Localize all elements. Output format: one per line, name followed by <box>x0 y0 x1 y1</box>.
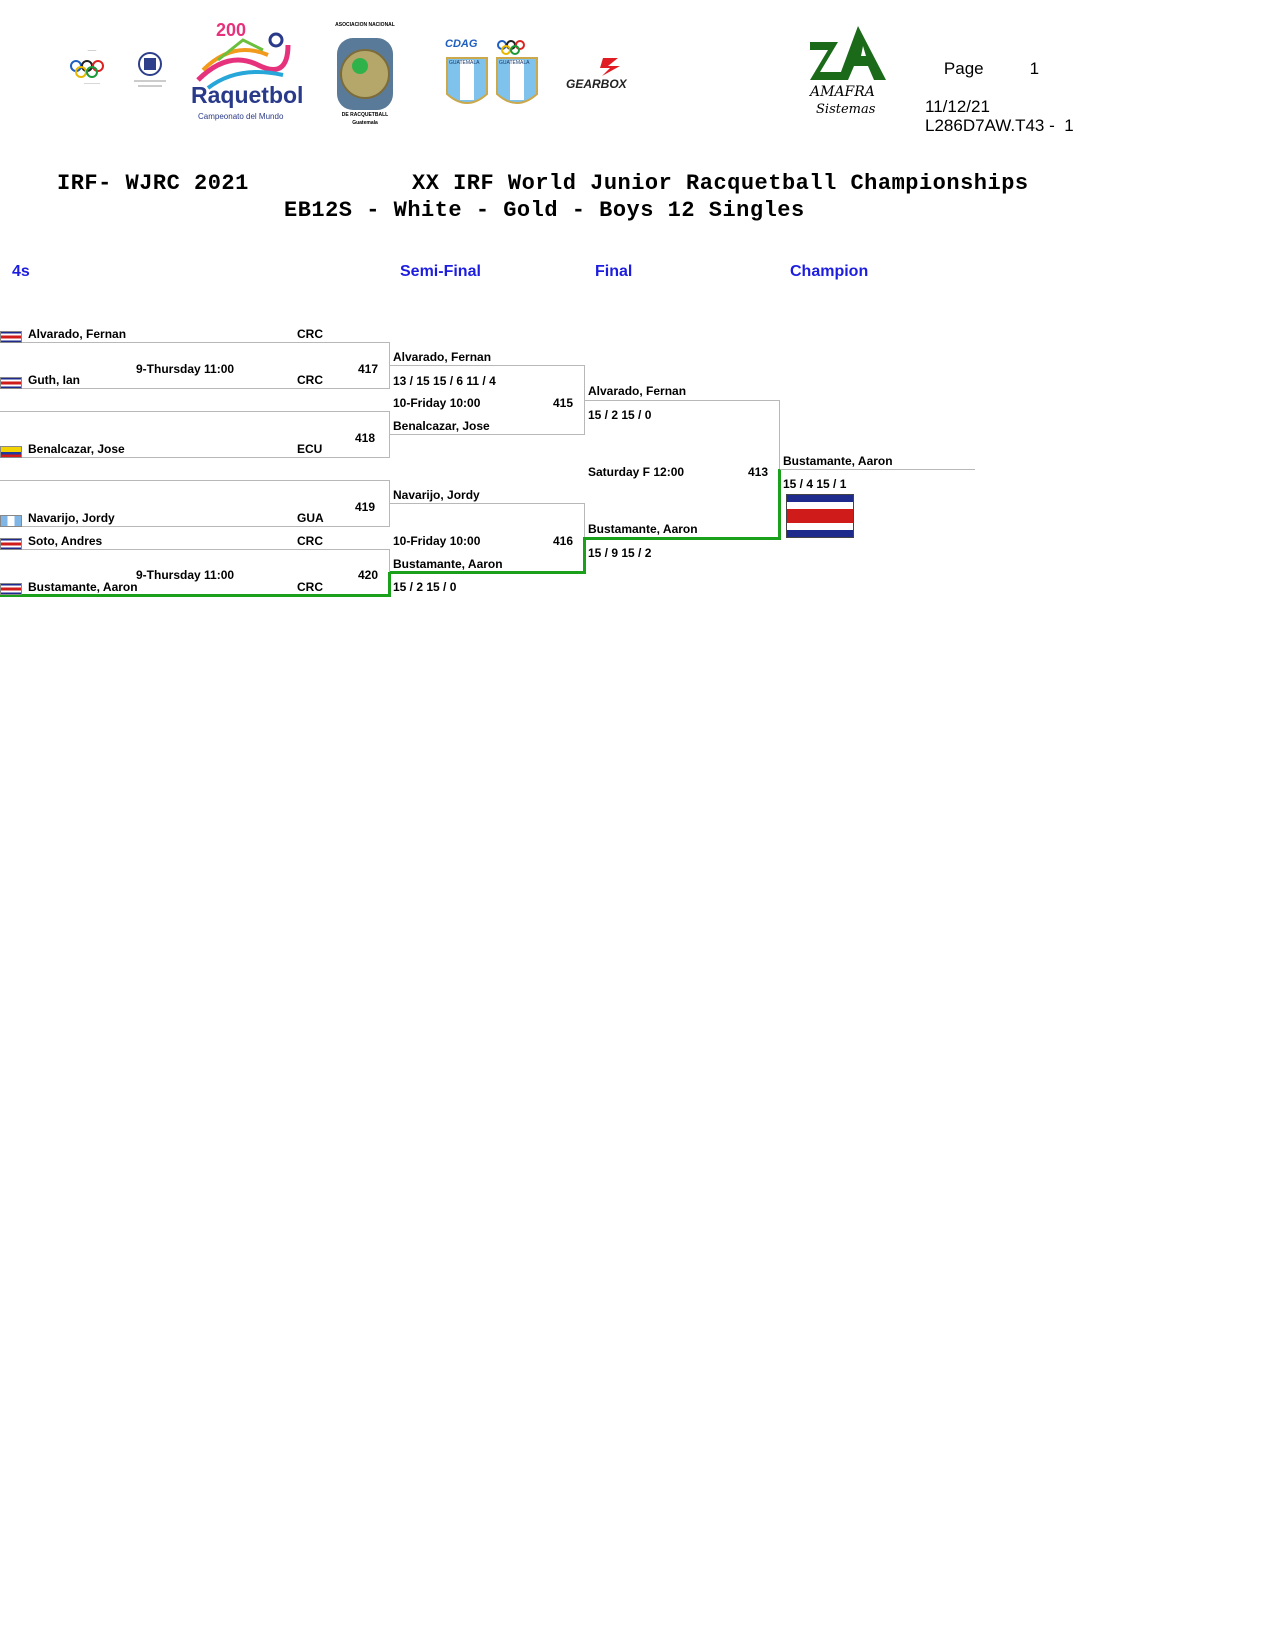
raquetbol-200-logo <box>188 20 304 128</box>
sf-winner-name: Navarijo, Jordy <box>393 488 480 502</box>
raquetbol-200-number: 200 <box>216 20 247 40</box>
qf-match-number: 417 <box>358 362 379 376</box>
bracket-line <box>390 503 585 504</box>
asociacion-bottom-text: DE RACQUETBALL <box>341 112 389 118</box>
flag-crc-icon <box>0 538 22 550</box>
final-top-score: 15 / 2 15 / 0 <box>588 408 652 422</box>
raquetbol-title: Raquetbol <box>191 82 304 108</box>
cdag-text: CDAG <box>445 38 478 50</box>
bracket-line <box>0 526 390 527</box>
sf-opponent-name: Benalcazar, Jose <box>393 419 490 433</box>
champion-flag-crc-icon <box>786 494 854 538</box>
winner-path-line <box>0 594 390 597</box>
page-label: Page <box>943 59 984 78</box>
division-title: EB12S - White - Gold - Boys 12 Singles <box>284 198 805 223</box>
asociacion-top-text: ASOCIACION NACIONAL <box>335 22 395 28</box>
bracket-line <box>585 400 780 401</box>
qf-match-time: 9-Thursday 11:00 <box>136 362 235 376</box>
winner-path-line <box>585 537 780 540</box>
gearbox-logo <box>566 56 656 96</box>
page-date: 11/12/21 <box>925 97 990 116</box>
qf-match-number: 418 <box>355 431 376 445</box>
final-match-time: Saturday F 12:00 <box>588 465 685 479</box>
sf-winner-name: Alvarado, Fernan <box>393 350 492 364</box>
amafra-line1: AMAFRA <box>810 84 875 100</box>
raquetbol-subtitle: Campeonato del Mundo <box>198 112 284 121</box>
sf-opponent-score: 15 / 2 15 / 0 <box>393 580 457 594</box>
page-number: 1 <box>1029 59 1040 78</box>
qf-player-country: CRC <box>297 373 323 387</box>
qf-player-name: Soto, Andres <box>28 534 103 548</box>
round-heading-champion: Champion <box>790 263 869 280</box>
sf-match-time: 10-Friday 10:00 <box>393 534 481 548</box>
champion-name: Bustamante, Aaron <box>783 454 893 468</box>
qf-player-country: GUA <box>297 511 324 525</box>
champion-score: 15 / 4 15 / 1 <box>783 477 847 491</box>
qf-player-name: Guth, Ian <box>28 373 80 387</box>
page-info <box>925 40 1074 135</box>
asociacion-city-text: Guatemala <box>352 120 378 126</box>
bracket-line <box>390 434 585 435</box>
sf-match-time: 10-Friday 10:00 <box>393 396 481 410</box>
asociacion-racquetball-logo <box>333 22 397 130</box>
sf-score: 13 / 15 15 / 6 11 / 4 <box>393 374 496 388</box>
final-bottom-name: Bustamante, Aaron <box>588 522 698 536</box>
olympic-committee-logo: ─── ———— <box>62 48 122 92</box>
gearbox-text: GEARBOX <box>566 77 627 91</box>
final-top-name: Alvarado, Fernan <box>588 384 687 398</box>
bracket-line <box>0 411 390 412</box>
round-heading-4s: 4s <box>12 263 30 280</box>
bracket-line <box>0 457 390 458</box>
flag-crc-icon <box>0 331 22 343</box>
flag-ecu-icon <box>0 446 22 458</box>
qf-player-name: Bustamante, Aaron <box>28 580 138 594</box>
qf-match-time: 9-Thursday 11:00 <box>136 568 235 582</box>
qf-player-country: CRC <box>297 327 323 341</box>
qf-player-country: CRC <box>297 580 323 594</box>
cdag-logo <box>445 38 540 113</box>
shield-text-right: GUATEMALA <box>499 60 530 66</box>
bracket-line <box>780 469 975 470</box>
winner-path-line <box>390 571 585 574</box>
olympic-rings-icon <box>70 60 114 82</box>
final-bottom-score: 15 / 9 15 / 2 <box>588 546 652 560</box>
qf-player-name: Alvarado, Fernan <box>28 327 127 341</box>
qf-match-number: 420 <box>358 568 379 582</box>
qf-player-country: ECU <box>297 442 323 456</box>
qf-player-country: CRC <box>297 534 323 548</box>
page-code: L286D7AW.T43 - 1 <box>925 116 1074 135</box>
bracket-line <box>0 480 390 481</box>
flag-crc-icon <box>0 583 22 595</box>
flag-gua-icon <box>0 515 22 527</box>
bracket-line <box>390 365 585 366</box>
round-heading-semifinal: Semi-Final <box>400 263 481 280</box>
qf-player-name: Benalcazar, Jose <box>28 442 125 456</box>
bracket-line <box>0 388 390 389</box>
qf-player-name: Navarijo, Jordy <box>28 511 115 525</box>
bracket-line <box>0 342 390 343</box>
amafra-line2: Sistemas <box>816 102 876 117</box>
event-full-title: XX IRF World Junior Racquetball Championships <box>412 171 1029 196</box>
winner-path-line <box>583 537 586 574</box>
flag-crc-icon <box>0 377 22 389</box>
sf-match-number: 415 <box>553 396 574 410</box>
bracket-line <box>0 549 390 550</box>
sf-match-number: 416 <box>553 534 574 548</box>
winner-path-line <box>778 469 781 540</box>
amafra-sistemas-logo <box>808 24 898 122</box>
event-short-title: IRF- WJRC 2021 <box>57 171 249 196</box>
final-match-number: 413 <box>748 465 769 479</box>
sf-opponent-name: Bustamante, Aaron <box>393 557 503 571</box>
winner-path-line <box>388 572 391 597</box>
qf-match-number: 419 <box>355 500 376 514</box>
university-seal-logo <box>128 48 172 92</box>
shield-text-left: GUATEMALA <box>449 60 480 66</box>
round-heading-final: Final <box>595 263 633 280</box>
